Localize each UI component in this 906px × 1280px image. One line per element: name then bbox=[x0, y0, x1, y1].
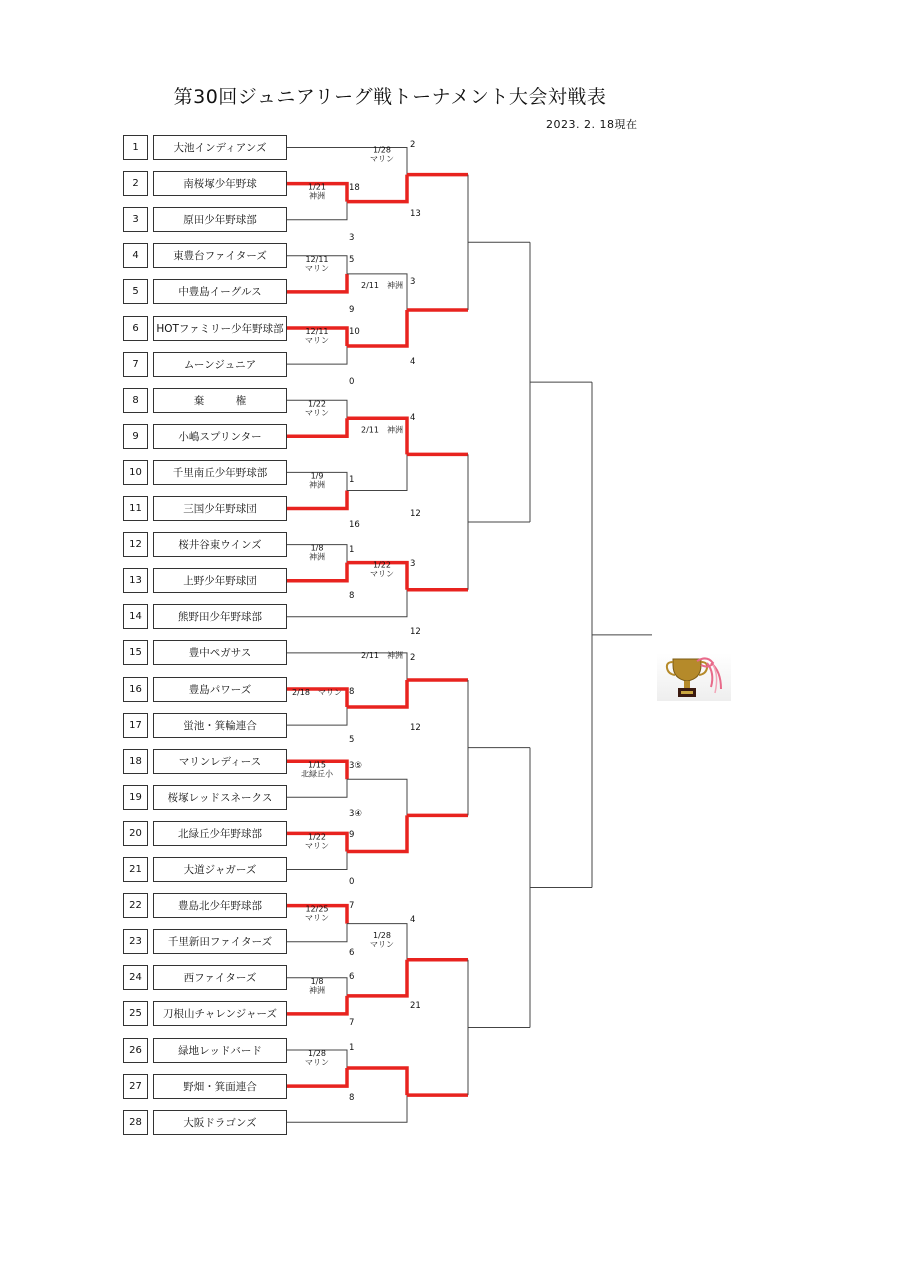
team-seed-number: 14 bbox=[123, 604, 148, 629]
team-name: 豊島パワーズ bbox=[153, 677, 287, 702]
match-score: 8 bbox=[349, 1093, 355, 1103]
match-score: 8 bbox=[349, 687, 355, 697]
team-name: 熊野田少年野球部 bbox=[153, 604, 287, 629]
match-score: 12 bbox=[410, 627, 421, 637]
team-seed-number: 21 bbox=[123, 857, 148, 882]
bracket-line bbox=[347, 454, 407, 490]
match-score: 3 bbox=[410, 277, 416, 287]
team-name: 棄 権 bbox=[153, 388, 287, 413]
winner-path bbox=[347, 960, 407, 996]
match-venue-label: マリン bbox=[305, 408, 329, 418]
match-venue-label: マリン bbox=[305, 841, 329, 851]
team-name: 大道ジャガーズ bbox=[153, 857, 287, 882]
match-venue-label: マリン bbox=[305, 336, 329, 346]
bracket-line bbox=[287, 707, 347, 725]
match-score: 18 bbox=[349, 183, 360, 193]
team-seed-number: 18 bbox=[123, 749, 148, 774]
winner-path bbox=[287, 274, 347, 292]
team-name: 北緑丘少年野球部 bbox=[153, 821, 287, 846]
match-date-label: 12/11 bbox=[305, 254, 329, 264]
match-venue-label: 神洲 bbox=[309, 552, 325, 562]
match-score: 1 bbox=[349, 1043, 355, 1053]
team-seed-number: 28 bbox=[123, 1110, 148, 1135]
match-score: 5 bbox=[349, 735, 355, 745]
team-name: 豊中ペガサス bbox=[153, 640, 287, 665]
bracket-line bbox=[287, 1068, 347, 1086]
match-date-label: 1/15 bbox=[308, 760, 326, 770]
match-score: 4 bbox=[410, 915, 416, 925]
team-name: 東豊台ファイターズ bbox=[153, 243, 287, 268]
bracket-line bbox=[347, 680, 407, 707]
team-seed-number: 2 bbox=[123, 171, 148, 196]
match-date-label: 2/11 神洲 bbox=[361, 650, 403, 660]
match-date-label: 2/11 神洲 bbox=[361, 280, 403, 290]
match-date-label: 2/11 神洲 bbox=[361, 425, 403, 435]
match-date-label: 1/28 bbox=[373, 145, 391, 155]
team-seed-number: 11 bbox=[123, 496, 148, 521]
bracket-line bbox=[287, 202, 347, 220]
match-score: 4 bbox=[410, 413, 416, 423]
team-seed-number: 4 bbox=[123, 243, 148, 268]
bracket-line bbox=[287, 590, 407, 617]
match-score: 0 bbox=[349, 377, 355, 387]
match-venue-label: 神洲 bbox=[309, 191, 325, 201]
team-name: 豊島北少年野球部 bbox=[153, 893, 287, 918]
match-date-label: 1/28 bbox=[373, 930, 391, 940]
match-venue-label: マリン bbox=[305, 263, 329, 273]
winner-path bbox=[347, 418, 407, 454]
team-seed-number: 8 bbox=[123, 388, 148, 413]
bracket-line bbox=[287, 996, 347, 1014]
match-date-label: 1/22 bbox=[308, 832, 326, 842]
match-score: 7 bbox=[349, 901, 355, 911]
team-name: 千里南丘少年野球部 bbox=[153, 460, 287, 485]
team-name: 大池インディアンズ bbox=[153, 135, 287, 160]
bracket-line bbox=[347, 815, 407, 851]
match-venue-label: 神洲 bbox=[309, 480, 325, 490]
match-date-label: 12/11 bbox=[305, 327, 329, 337]
winner-path bbox=[287, 563, 347, 581]
match-date-label: 1/21 bbox=[308, 182, 326, 192]
bracket-line bbox=[347, 418, 407, 454]
match-score: 8 bbox=[349, 591, 355, 601]
team-name: 三国少年野球団 bbox=[153, 496, 287, 521]
winner-path bbox=[287, 418, 347, 436]
match-score: 9 bbox=[349, 830, 355, 840]
match-score: 1 bbox=[349, 545, 355, 555]
match-score: 3 bbox=[349, 233, 355, 243]
match-score: 10 bbox=[349, 327, 360, 337]
team-seed-number: 25 bbox=[123, 1001, 148, 1026]
match-score: 7 bbox=[349, 1018, 355, 1028]
match-venue-label: 北緑丘小 bbox=[301, 769, 333, 779]
match-date-label: 2/18 マリン bbox=[292, 688, 342, 698]
match-score: 1 bbox=[349, 475, 355, 485]
winner-path bbox=[287, 490, 347, 508]
team-seed-number: 22 bbox=[123, 893, 148, 918]
match-date-label: 1/28 bbox=[308, 1049, 326, 1059]
match-date-label: 1/8 bbox=[310, 543, 324, 553]
team-seed-number: 19 bbox=[123, 785, 148, 810]
team-seed-number: 5 bbox=[123, 279, 148, 304]
match-score: 13 bbox=[410, 209, 421, 219]
match-venue-label: マリン bbox=[305, 913, 329, 923]
team-seed-number: 23 bbox=[123, 929, 148, 954]
match-score: 12 bbox=[410, 509, 421, 519]
team-seed-number: 17 bbox=[123, 713, 148, 738]
team-name: マリンレディース bbox=[153, 749, 287, 774]
team-seed-number: 12 bbox=[123, 532, 148, 557]
team-seed-number: 26 bbox=[123, 1038, 148, 1063]
team-seed-number: 10 bbox=[123, 460, 148, 485]
team-name: 蛍池・箕輪連合 bbox=[153, 713, 287, 738]
team-name: 刀根山チャレンジャーズ bbox=[153, 1001, 287, 1026]
match-venue-label: マリン bbox=[305, 1058, 329, 1068]
winner-path bbox=[287, 996, 347, 1014]
match-score: 2 bbox=[410, 140, 416, 150]
match-score: 5 bbox=[349, 255, 355, 265]
team-seed-number: 15 bbox=[123, 640, 148, 665]
team-name: HOTファミリー少年野球部 bbox=[153, 316, 287, 341]
match-score: 2 bbox=[410, 653, 416, 663]
bracket-line bbox=[287, 274, 347, 292]
team-seed-number: 16 bbox=[123, 677, 148, 702]
team-seed-number: 9 bbox=[123, 424, 148, 449]
match-venue-label: 神洲 bbox=[309, 985, 325, 995]
team-seed-number: 24 bbox=[123, 965, 148, 990]
match-score: 12 bbox=[410, 723, 421, 733]
match-score: 16 bbox=[349, 520, 360, 530]
match-venue-label: マリン bbox=[370, 939, 394, 949]
team-seed-number: 13 bbox=[123, 568, 148, 593]
team-seed-number: 7 bbox=[123, 352, 148, 377]
match-score: 3④ bbox=[349, 809, 363, 819]
match-date-label: 12/25 bbox=[305, 904, 329, 914]
team-seed-number: 3 bbox=[123, 207, 148, 232]
as-of-date: 2023. 2. 18現在 bbox=[546, 118, 638, 131]
match-date-label: 1/22 bbox=[308, 399, 326, 409]
team-name: 緑地レッドバード bbox=[153, 1038, 287, 1063]
bracket-line bbox=[287, 779, 347, 797]
bracket-line bbox=[347, 274, 407, 310]
team-name: 桜井谷東ウインズ bbox=[153, 532, 287, 557]
team-name: 千里新田ファイターズ bbox=[153, 929, 287, 954]
bracket-line bbox=[287, 418, 347, 436]
team-seed-number: 1 bbox=[123, 135, 148, 160]
bracket-line bbox=[287, 563, 347, 581]
team-seed-number: 6 bbox=[123, 316, 148, 341]
winner-path bbox=[287, 1068, 347, 1086]
match-venue-label: マリン bbox=[370, 154, 394, 164]
team-name: 南桜塚少年野球 bbox=[153, 171, 287, 196]
bracket-line bbox=[287, 924, 347, 942]
bracket-line bbox=[287, 490, 347, 508]
trophy-icon bbox=[657, 653, 731, 701]
match-venue-label: マリン bbox=[370, 569, 394, 579]
match-score: 3⑤ bbox=[349, 761, 363, 771]
bracket-line bbox=[287, 851, 347, 869]
match-score: 21 bbox=[410, 1001, 421, 1011]
team-name: 中豊島イーグルス bbox=[153, 279, 287, 304]
winner-path bbox=[347, 680, 407, 707]
match-date-label: 1/8 bbox=[310, 976, 324, 986]
team-name: 原田少年野球部 bbox=[153, 207, 287, 232]
bracket-line bbox=[347, 1068, 407, 1095]
bracket-line bbox=[347, 960, 407, 996]
team-name: 上野少年野球団 bbox=[153, 568, 287, 593]
team-name: 大阪ドラゴンズ bbox=[153, 1110, 287, 1135]
bracket-line bbox=[287, 1095, 407, 1122]
match-score: 4 bbox=[410, 357, 416, 367]
match-score: 6 bbox=[349, 972, 355, 982]
winner-path bbox=[347, 815, 407, 851]
team-name: ムーンジュニア bbox=[153, 352, 287, 377]
match-score: 3 bbox=[410, 559, 416, 569]
match-date-label: 1/22 bbox=[373, 560, 391, 570]
winner-path bbox=[347, 1068, 407, 1095]
team-seed-number: 27 bbox=[123, 1074, 148, 1099]
team-name: 野畑・箕面連合 bbox=[153, 1074, 287, 1099]
page-title: 第30回ジュニアリーグ戦トーナメント大会対戦表 bbox=[173, 86, 607, 108]
bracket-line bbox=[287, 346, 347, 364]
match-score: 9 bbox=[349, 305, 355, 315]
team-name: 西ファイターズ bbox=[153, 965, 287, 990]
team-name: 小嶋スプリンター bbox=[153, 424, 287, 449]
match-date-label: 1/9 bbox=[310, 471, 324, 481]
team-name: 桜塚レッドスネークス bbox=[153, 785, 287, 810]
match-score: 6 bbox=[349, 948, 355, 958]
team-seed-number: 20 bbox=[123, 821, 148, 846]
match-score: 0 bbox=[349, 877, 355, 887]
